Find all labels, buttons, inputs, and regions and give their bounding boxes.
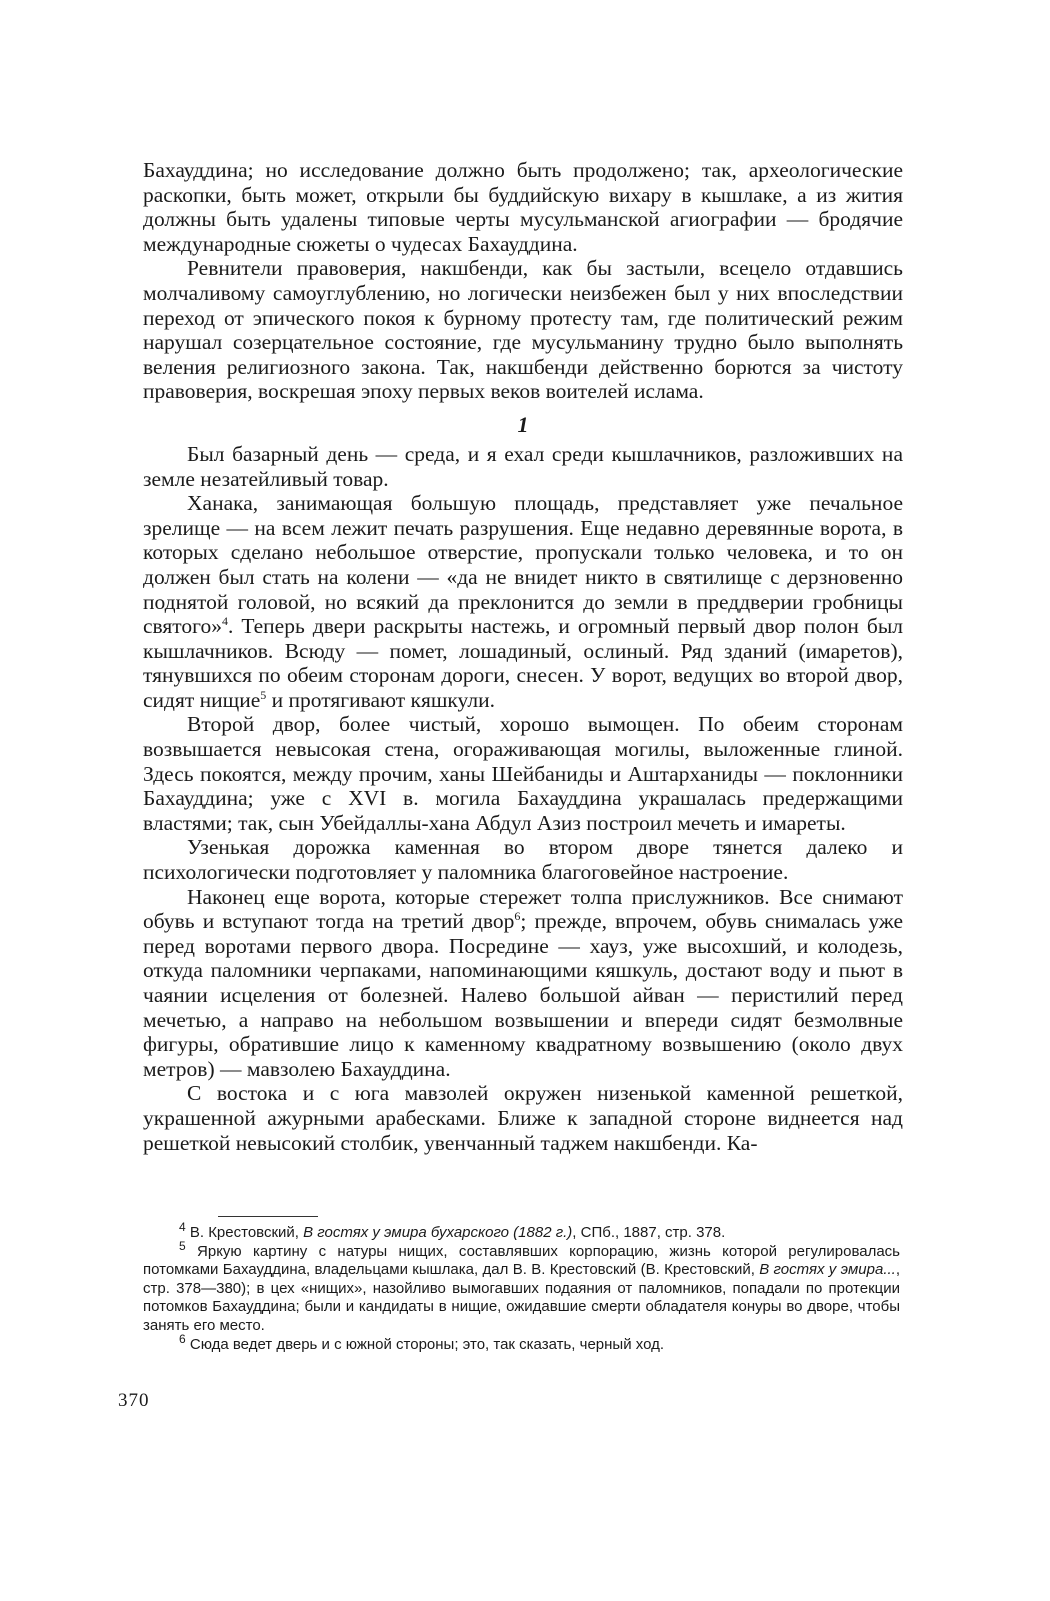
footnote-mark: 5 [179,1238,186,1253]
footnote-title: В гостях у эмира бухарского (1882 г.) [303,1224,573,1241]
footnote [143,1220,900,1243]
footnote-mark: 6 [179,1331,186,1346]
footnote-text: , СПб., 1887, стр. 378. [572,1224,726,1241]
paragraph: Ревнители правоверия, накшбенди, как бы застыли, всецело отдавшись молчаливому самоуглублению, но логически неизбежен был у них впоследствии переход от эпического покоя к бурному протесту там, где политический режим нарушал созерцательное состояние, где мусульманину трудно было выполнять веления религиозного закона. Так, накшбенди действенно борются за чистоту правоверия, воскрешая эпоху первых веков воителей ислама. [143,256,903,404]
paragraph-text: Ханака, занимающая большую площадь, представляет уже печальное зрелище — на всем лежит печать разрушения. Еще недавно деревянные ворота, в которых сделано небольшое отверстие, пропускали только человека, и то он должен был стать на колени — «да не внидет никто в святилище с дерзновенно поднятой головой, но всякий да преклонится до земли в преддверии гробницы святого» [143,491,903,639]
footnote-ref: 6 [514,909,521,924]
footnotes [143,1220,900,1354]
paragraph-text: . Теперь двери раскрыты настежь, и огромный первый двор полон был кышлачников. Всюду — помет, лошадиный, ослиный. Ряд зданий (имаретов), тянувшихся по обеим сторонам дороги, снесен. У ворот, ведущих во второй двор, сидят нищие [143,614,903,712]
paragraph: Был базарный день — среда, и я ехал среди кышлачников, разложивших на земле незатейливый товар. [143,441,903,491]
footnote-text: Сюда ведет дверь и с южной стороны; это, так сказать, черный ход. [189,1335,664,1353]
footnote [143,1238,900,1336]
footnote-ref: 4 [221,613,228,628]
footnote-mark: 4 [179,1220,186,1234]
paragraph: Второй двор, более чистый, хорошо вымощен. По обеим сторонам возвышается невысокая стена, огораживающая могилы, выложенные глиной. Здесь покоятся, между прочим, ханы Шейбаниды и Аштарханиды — поклонники Бахауддина; уже с XVI в. могила Бахауддина украшалась предержащими властями; так, сын Убейдаллы-хана Абдул Азиз построил мечеть и имареты. [143,712,903,835]
paragraph-text: Наконец еще ворота, которые стережет толпа прислужников. Все снимают обувь и вступают тогда на третий двор [143,884,903,934]
paragraph-text: ; прежде, впрочем, обувь снималась уже перед воротами первого двора. Посредине — хауз, уже высохший, и колодезь, откуда паломники черпаками, напоминающими кяшкуль, достают воду и пьют в чаянии исцеления от болезней. Налево большой айван — перистилий перед мечетью, а направо на небольшом возвышении и впереди сидят безмолвные фигуры, обратившие лицо к каменному квадратному возвышению (около двух метров) — мавзолею Бахауддина. [143,909,903,1081]
footnote [143,1331,900,1355]
paragraph [143,885,903,1082]
main-text [143,158,903,1155]
paragraph: Бахауддина; но исследование должно быть продолжено; так, археологические раскопки, быть может, открыли бы буддийскую вихару в кышлаке, а из жития должны быть удалены типовые черты мусульманской агиографии — бродячие международные сюжеты о чудесах Бахауддина. [143,158,903,256]
footnote-text: , стр. 378—380); в цех «нищих», назойливо вымогавших подаяния от паломников, попадали по протекции потомков Бахауддина; были и кандидаты в нищие, ожидавшие смерти обладателя конуры во дворе, чтобы занять его место. [143,1261,900,1334]
section-number: 1 [517,411,529,437]
footnote-divider [218,1216,318,1217]
paragraph [143,491,903,712]
page-number: 370 [118,1390,150,1411]
footnote-text: В. Крестовский, [189,1224,304,1241]
footnote-title: В гостях у эмира... [759,1261,896,1279]
paragraph: Узенькая дорожка каменная во втором дворе тянется далеко и психологически подготовляет у паломника благоговейное настроение. [143,835,903,885]
paragraph-text: и протягивают кяшкули. [266,687,495,712]
footnote-text: Яркую картину с натуры нищих, составлявших корпорацию, жизнь которой регулировалась потомками Бахауддина, владельцами кышлака, дал В. В. Крестовский (В. Крестовский, [143,1242,900,1279]
footnote-ref: 5 [260,687,267,702]
paragraph: С востока и с юга мавзолей окружен низенькой каменной решеткой, украшенной ажурными арабесками. Ближе к западной стороне виднеется над решеткой невысокий столбик, увенчанный таджем накшбенди. Ка- [143,1081,903,1155]
